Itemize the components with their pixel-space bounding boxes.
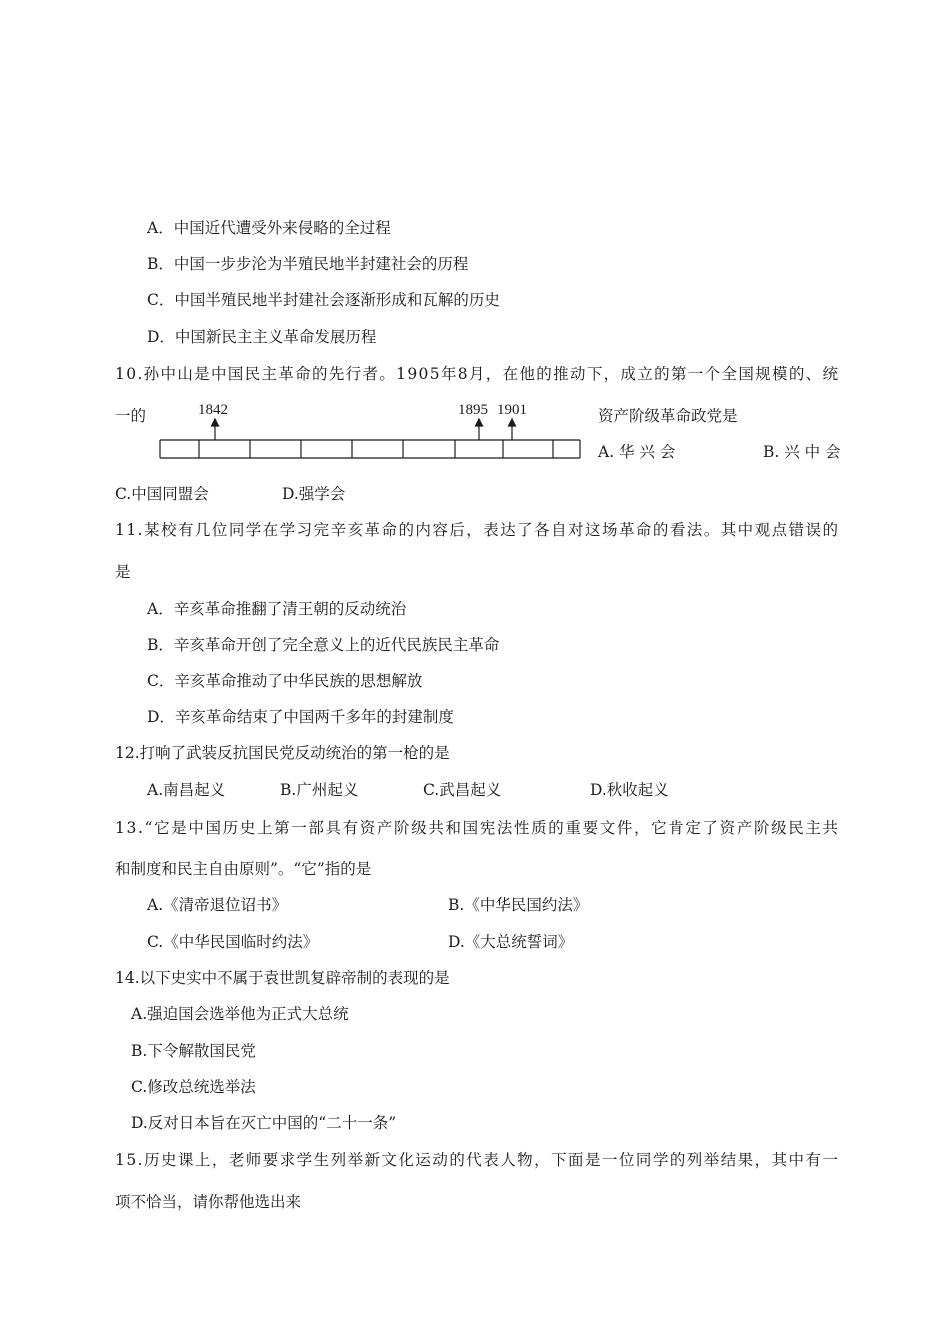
q10-option-c: C.中国同盟会	[115, 485, 209, 503]
timeline-label-1901: 1901	[497, 402, 527, 418]
q12-option-b: B.广州起义	[280, 781, 359, 799]
arrowhead-1901	[509, 419, 516, 426]
q11-option-a: A．辛亥革命推翻了清王朝的反动统治	[147, 600, 407, 618]
q10-stem-line1: 10.孙中山是中国民主革命的先行者。1905年8月，在他的推动下，成立的第一个全国规模的、统	[115, 365, 840, 383]
q9-option-a: A．中国近代遭受外来侵略的全过程	[147, 219, 391, 237]
q10-option-a: A. 华 兴 会	[598, 443, 676, 461]
q10-stem-line2-prefix: 一的	[115, 407, 147, 425]
arrowhead-1842	[212, 419, 219, 426]
q9-option-d: D．中国新民主主义革命发展历程	[147, 328, 377, 346]
q14-option-d: D.反对日本旨在灭亡中国的“二十一条”	[131, 1114, 397, 1132]
timeline-label-1842: 1842	[198, 402, 228, 418]
q13-option-c: C.《中华民国临时约法》	[147, 933, 319, 951]
q15-stem-line2: 项不恰当，请你帮他选出来	[115, 1193, 302, 1211]
q11-stem-line2: 是	[115, 563, 131, 581]
q11-option-d: D．辛亥革命结束了中国两千多年的封建制度	[147, 708, 454, 726]
q13-option-b: B.《中华民国约法》	[448, 896, 589, 914]
q12-option-d: D.秋收起义	[590, 781, 669, 799]
q11-option-b: B．辛亥革命开创了完全意义上的近代民族民主革命	[147, 636, 500, 654]
timeline-bar	[160, 440, 580, 458]
q10-timeline-figure	[160, 398, 582, 462]
arrowhead-1895	[476, 419, 483, 426]
q14-option-c: C.修改总统选举法	[131, 1078, 256, 1096]
timeline-arrows	[212, 419, 516, 440]
q14-stem: 14.以下史实中不属于袁世凯复辟帝制的表现的是	[115, 969, 450, 987]
q9-option-c: C．中国半殖民地半封建社会逐渐形成和瓦解的历史	[147, 291, 500, 309]
q11-stem-line1: 11.某校有几位同学在学习完辛亥革命的内容后，表达了各自对这场革命的看法。其中观点错误的	[115, 521, 840, 539]
q12-stem: 12.打响了武装反抗国民党反动统治的第一枪的是	[115, 744, 450, 762]
q13-stem-line1: 13.“它是中国历史上第一部具有资产阶级共和国宪法性质的重要文件，它肯定了资产阶级民主共	[115, 819, 840, 837]
q10-stem-line2-suffix: 资产阶级革命政党是	[598, 407, 738, 425]
q12-option-a: A.南昌起义	[147, 781, 226, 799]
q13-option-d: D.《大总统誓词》	[448, 933, 574, 951]
q12-option-c: C.武昌起义	[423, 781, 502, 799]
q11-option-c: C．辛亥革命推动了中华民族的思想解放	[147, 672, 423, 690]
q15-stem-line1: 15.历史课上，老师要求学生列举新文化运动的代表人物，下面是一位同学的列举结果，其中有一	[115, 1151, 840, 1169]
q14-option-a: A.强迫国会选举他为正式大总统	[131, 1005, 349, 1023]
q9-option-b: B．中国一步步沦为半殖民地半封建社会的历程	[147, 255, 469, 273]
timeline-svg	[160, 398, 582, 462]
q14-option-b: B.下令解散国民党	[131, 1042, 256, 1060]
q13-option-a: A.《清帝退位诏书》	[147, 896, 288, 914]
timeline-label-1895: 1895	[458, 402, 488, 418]
q10-option-d: D.强学会	[282, 485, 346, 503]
q10-option-b: B. 兴 中 会	[763, 443, 841, 461]
q13-stem-line2: 和制度和民主自由原则”。“它”指的是	[115, 860, 372, 878]
